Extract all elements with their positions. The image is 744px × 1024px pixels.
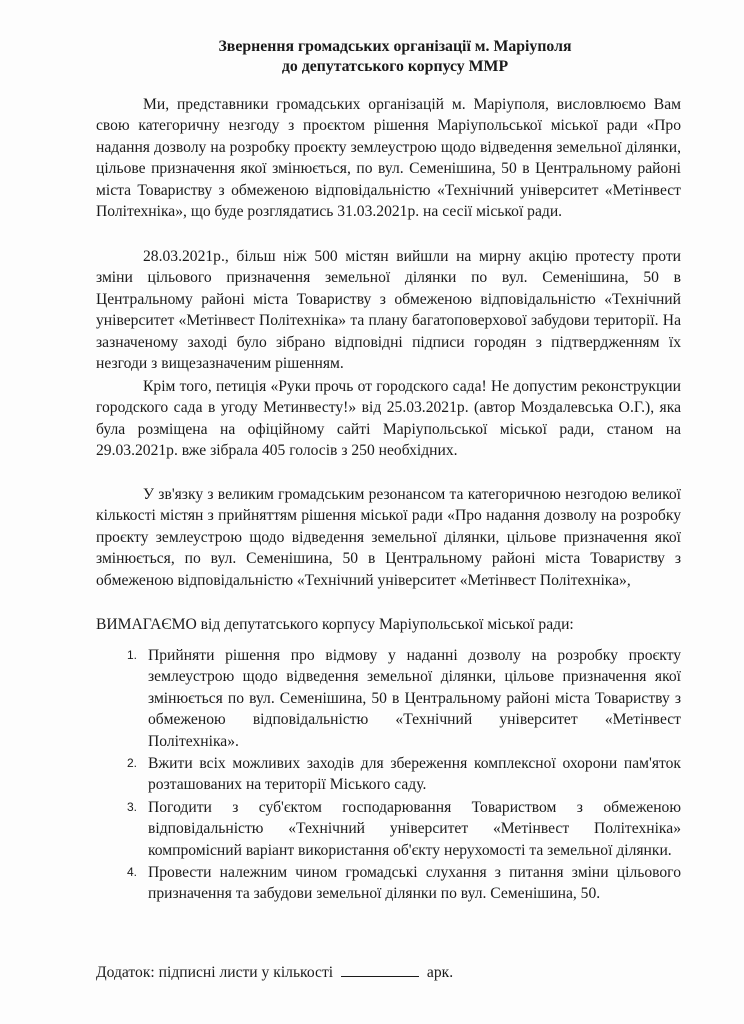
demand-heading: ВИМАГАЄМО від депутатського корпусу Маріупольської міської ради: (96, 616, 574, 633)
demand-number: 4. (127, 865, 138, 880)
paragraph-3: Крім того, петиція «Руки прочь от городского сада! Не допустим реконструкции городского сада в угоду Метинвесту!» від 25.03.2021р. (автор Моздалевська О.Г.), яка була розміщена на офіційному сайті Маріупольської міської ради, станом на 29.03.2021р. вже зібрала 405 голосів з 250 необхідних. (96, 378, 681, 460)
demand-text: Провести належним чином громадські слухання з питання зміни цільового призначення та забудови земельної ділянки по вул. Семенішина, 50. (148, 864, 681, 903)
demand-text: Погодити з суб'єктом господарювання Товариством з обмеженою відповідальністю «Технічний університет «Метінвест Політехніка» компромісний варіант використання об'єкту нерухомості та земельної ділянки. (148, 798, 681, 859)
demand-item-4 (96, 862, 681, 905)
appendix-label: Додаток: підписні листи у кількості (96, 964, 334, 981)
demand-item-2 (96, 753, 681, 796)
demand-text: Вжити всіх можливих заходів для збереження комплексної охорони пам'яток розташованих на території Міського саду. (148, 755, 681, 794)
demand-item-3 (96, 797, 681, 861)
appendix-blank-line (341, 962, 419, 977)
demand-text: Прийняти рішення про відмову у наданні дозволу на розробку проєкту землеустрою щодо відведення земельної ділянки, цільове призначення якої змінюється по вул. Семенішина, 50 в Центральному районі міста Товариству з обмеженою відповідальністю «Технічний університет «Метінвест Політехніка». (148, 647, 681, 750)
paragraph-1: Ми, представники громадських організацій м. Маріуполя, висловлюємо Вам свою категоричну незгоду з проєктом рішення Маріупольської міської ради «Про надання дозволу на розробку проєкту землеустрою щодо відведення земельної ділянки, цільове призначення якої змінюється, по вул. Семенішина, 50 в Центральному районі міста Товариству з обмеженою відповідальністю «Технічний університет «Метінвест Політехніка», що буде розглядатись 31.03.2021р. на сесії міської ради. (96, 96, 681, 221)
title-line-2: до депутатського корпусу ММР (281, 58, 509, 75)
demand-number: 1. (127, 648, 138, 662)
title-line-1: Звернення громадських організації м. Маріуполя (218, 38, 572, 55)
paragraph-2: 28.03.2021р., більш ніж 500 містян вийшли на мирну акцію протесту проти зміни цільового призначення земельної ділянки по вул. Семенішина, 50 в Центральному районі міста Товариству з обмеженою відповідальністю «Технічний університет «Метінвест Політехніка» та плану багатоповерхової забудови території. На зазначеному заході було зібрано відповідні підписи городян з підтвердженням їх незгоди з вищезазначеним рішенням. (96, 248, 681, 373)
demand-item-1 (96, 645, 681, 752)
paragraph-4: У зв'язку з великим громадським резонансом та категоричною незгодою великої кількості містян з прийняттям рішення міської ради «Про надання дозволу на розробку проєкту землеустрою щодо відведення земельної ділянки, цільове призначення якої змінюється, по вул. Семенішина, 50 в Центральному районі міста Товариству з обмеженою відповідальністю «Технічний університет «Метінвест Політехніка», (96, 486, 681, 589)
appendix-suffix: арк. (426, 964, 454, 981)
demand-number: 3. (127, 799, 138, 814)
demands-list (96, 645, 681, 906)
appendix-line (96, 962, 681, 983)
demand-number: 2. (127, 756, 138, 771)
document-title (95, 37, 695, 77)
